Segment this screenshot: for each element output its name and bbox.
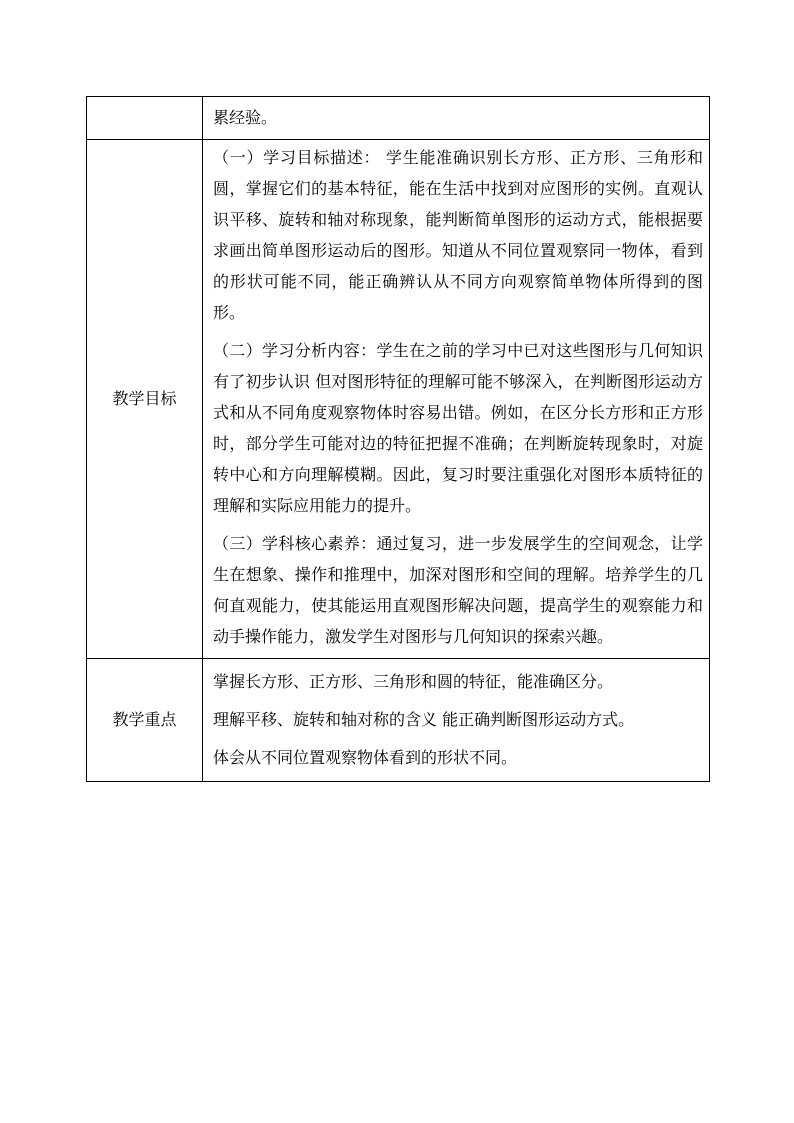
content-paragraph: 体会从不同位置观察物体看到的形状不同。 [213, 748, 518, 767]
content-paragraph: 累经验。 [213, 108, 278, 127]
row-content [203, 140, 710, 659]
lesson-plan-table [86, 96, 710, 782]
row-content [203, 97, 710, 140]
content-paragraph: 理解平移、旋转和轴对称的含义 能正确判断图形运动方式。 [213, 710, 635, 729]
content-paragraph: （一）学习目标描述： 学生能准确识别长方形、正方形、三角形和圆，掌握它们的基本特征，能在生活中找到对应图形的实例。直观认识平移、旋转和轴对称现象，能判断简单图形的运动方式，能根据要求画出简单图形运动后的图形。知道从不同位置观察同一物体，看到的形状可能不同，能正确辨认从不同方向观察简单物体所得到的图形。 [213, 148, 703, 322]
row-label-teaching-focus: 教学重点 [87, 659, 203, 782]
content-paragraph: （二）学习分析内容：学生在之前的学习中已对这些图形与几何知识有了初步认识 但对图形特征的理解可能不够深入，在判断图形运动方式和从不同角度观察物体时容易出错。例如，在区分长方形和正方形时，部分学生可能对边的特征把握不准确；在判断旋转现象时，对旋转中心和方向理解模糊。因此，复习时要注重强化对图形本质特征的理解和实际应用能力的提升。 [213, 341, 703, 515]
content-paragraph: 掌握长方形、正方形、三角形和圆的特征，能准确区分。 [213, 672, 614, 691]
row-label [87, 97, 203, 140]
table-row [87, 659, 710, 782]
table-row [87, 97, 710, 140]
content-paragraph: （三）学科核心素养：通过复习，进一步发展学生的空间观念，让学生在想象、操作和推理中，加深对图形和空间的理解。培养学生的几何直观能力，使其能运用直观图形解决问题，提高学生的观察能力和动手操作能力，激发学生对图形与几何知识的探索兴趣。 [213, 534, 703, 646]
row-label-teaching-objectives: 教学目标 [87, 140, 203, 659]
row-content [203, 659, 710, 782]
table-row [87, 140, 710, 659]
